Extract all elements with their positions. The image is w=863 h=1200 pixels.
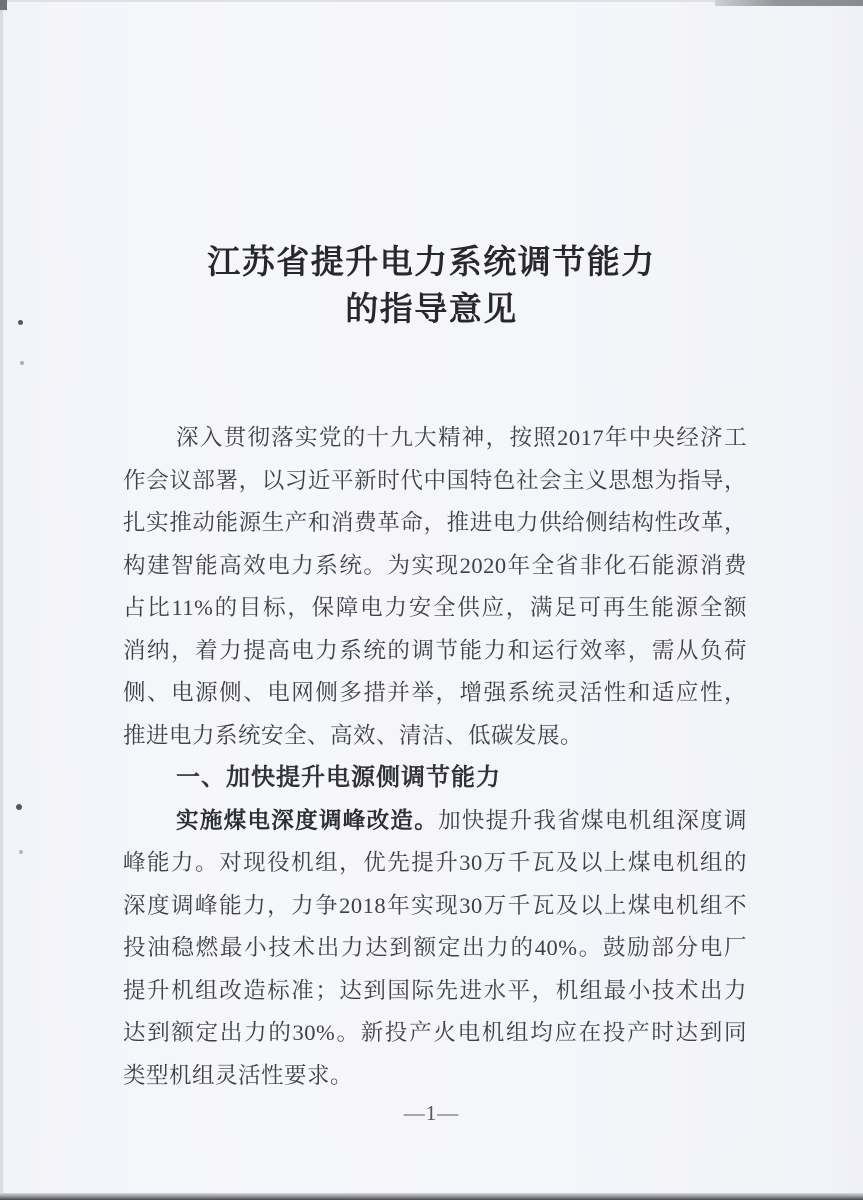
body-line: 扎实推动能源生产和消费革命，推进电力供给侧结构性改革， [123,510,747,535]
body-line: 构建智能高效电力系统。为实现2020年全省非化石能源消费 [123,552,747,578]
scan-speckle [19,850,23,854]
body-line-text: 加快提升我省煤电机组深度调 [438,807,747,833]
document-title [0,240,863,334]
body-line [123,800,747,843]
body-line: 消纳，着力提高电力系统的调节能力和运行效率，需从负荷 [123,637,747,663]
scan-speckle [16,804,22,810]
body-line: 深入贯彻落实党的十九大精神，按照2017年中央经济工 [176,425,747,450]
paragraph-lead-bold: 实施煤电深度调峰改造。 [176,807,439,833]
scan-edge-bottom [0,1193,863,1200]
body-line: 深度调峰能力，力争2018年实现30万千瓦及以上煤电机组不 [123,892,747,918]
body-line: 推进电力系统安全、高效、清洁、低碳发展。 [123,722,584,748]
document-body [123,417,747,1097]
body-line: 峰能力。对现役机组，优先提升30万千瓦及以上煤电机组的 [123,850,747,875]
scan-speckle [20,361,24,365]
body-line: 作会议部署，以习近平新时代中国特色社会主义思想为指导， [123,467,747,493]
scan-corner-mark-top-right [715,0,863,6]
body-line: 占比11%的目标，保障电力安全供应，满足可再生能源全额 [123,595,747,620]
body-line: 达到额定出力的30%。新投产火电机组均应在投产时达到同 [123,1020,747,1045]
section-heading: 一、加快提升电源侧调节能力 [176,764,501,791]
body-line: 投油稳燃最小技术出力达到额定出力的40%。鼓励部分电厂 [123,935,747,960]
document-title-line-2: 的指导意见 [345,292,518,328]
scan-edge-left [0,0,3,1200]
page-number: —1— [403,1101,460,1125]
body-line: 提升机组改造标准；达到国际先进水平，机组最小技术出力 [123,977,747,1003]
document-title-line-1: 江苏省提升电力系统调节能力 [207,245,656,281]
body-line: 类型机组灵活性要求。 [123,1062,354,1088]
scan-corner-mark-top-left [0,0,7,10]
body-line: 侧、电源侧、电网侧多措并举，增强系统灵活性和适应性， [123,680,747,705]
